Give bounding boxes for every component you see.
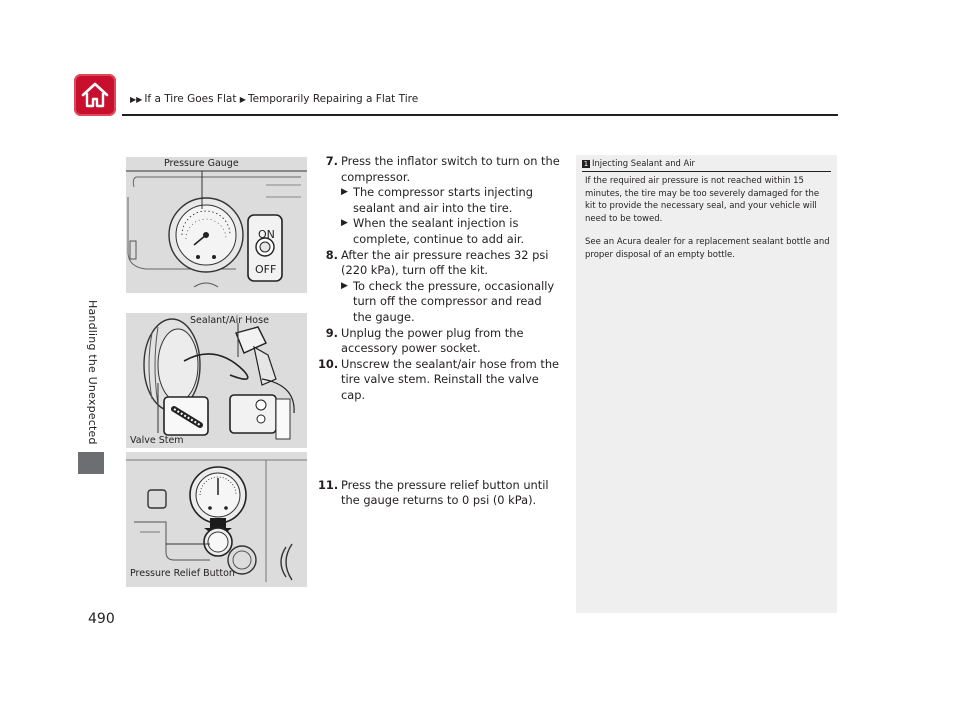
step-7: 7. Press the inflator switch to turn on the compressor. <box>325 154 560 184</box>
figure-pressure-relief <box>126 452 307 587</box>
step-11: 11. Press the pressure relief button until the gauge returns to 0 psi (0 kPa). <box>318 477 549 508</box>
section-tab-marker[interactable] <box>78 452 104 474</box>
step-7-result-2: ▶ When the sealant injection is complete, continue to add air. <box>341 216 525 246</box>
header-divider <box>122 114 838 116</box>
step-8: 8. After the air pressure reaches 32 psi (220 kPa), turn off the kit. <box>325 247 549 278</box>
result-arrow-icon: ▶ <box>341 280 348 291</box>
note-body <box>585 175 831 273</box>
figure-sealant-hose <box>126 313 307 448</box>
label-pressure-relief-button: Pressure Relief Button <box>130 568 235 579</box>
label-valve-stem: Valve Stem <box>130 435 184 446</box>
home-icon <box>80 80 110 110</box>
home-button[interactable] <box>74 74 116 116</box>
step-10: 10. Unscrew the sealant/air hose from the tire valve stem. Reinstall the valve cap. <box>318 356 560 402</box>
label-pressure-gauge: Pressure Gauge <box>164 158 239 169</box>
result-arrow-icon: ▶ <box>341 187 348 198</box>
section-side-label: Handling the Unexpected <box>86 300 99 445</box>
breadcrumb-arrow-icon: ▶▶ <box>130 95 143 104</box>
reference-icon: 1 <box>583 160 589 168</box>
note-paragraph-1: If the required air pressure is not reached within 15 minutes, the tire may be too severely damaged for the kit to provide the necessary seal, and your vehicle will need to be towed. <box>585 176 820 224</box>
hose-and-tire-illustration <box>126 313 307 448</box>
result-arrow-icon: ▶ <box>341 218 348 229</box>
label-sealant-air-hose: Sealant/Air Hose <box>190 315 269 326</box>
relief-button-illustration <box>126 452 307 587</box>
procedure-steps <box>318 154 562 509</box>
compressor-illustration <box>126 157 307 293</box>
breadcrumb-link-flat-tire[interactable]: If a Tire Goes Flat <box>144 93 237 105</box>
note-panel <box>576 155 837 613</box>
step-8-result-1: ▶ To check the pressure, occasionally turn off the compressor and read the gauge. <box>341 278 555 324</box>
step-7-result-1: ▶ The compressor starts injecting sealant and air into the tire. <box>341 185 533 215</box>
page-number: 490 <box>88 611 115 627</box>
figure-pressure-gauge <box>126 157 307 293</box>
note-title: 1 Injecting Sealant and Air <box>582 158 831 172</box>
step-9: 9. Unplug the power plug from the accessory power socket. <box>325 325 524 356</box>
breadcrumb <box>130 93 418 105</box>
label-switch-on: ON <box>258 228 275 241</box>
breadcrumb-arrow-icon: ▶ <box>239 95 246 104</box>
label-switch-off: OFF <box>255 263 277 276</box>
note-paragraph-2: See an Acura dealer for a replacement sealant bottle and proper disposal of an empty bottle. <box>585 237 830 260</box>
breadcrumb-current: Temporarily Repairing a Flat Tire <box>247 93 419 105</box>
